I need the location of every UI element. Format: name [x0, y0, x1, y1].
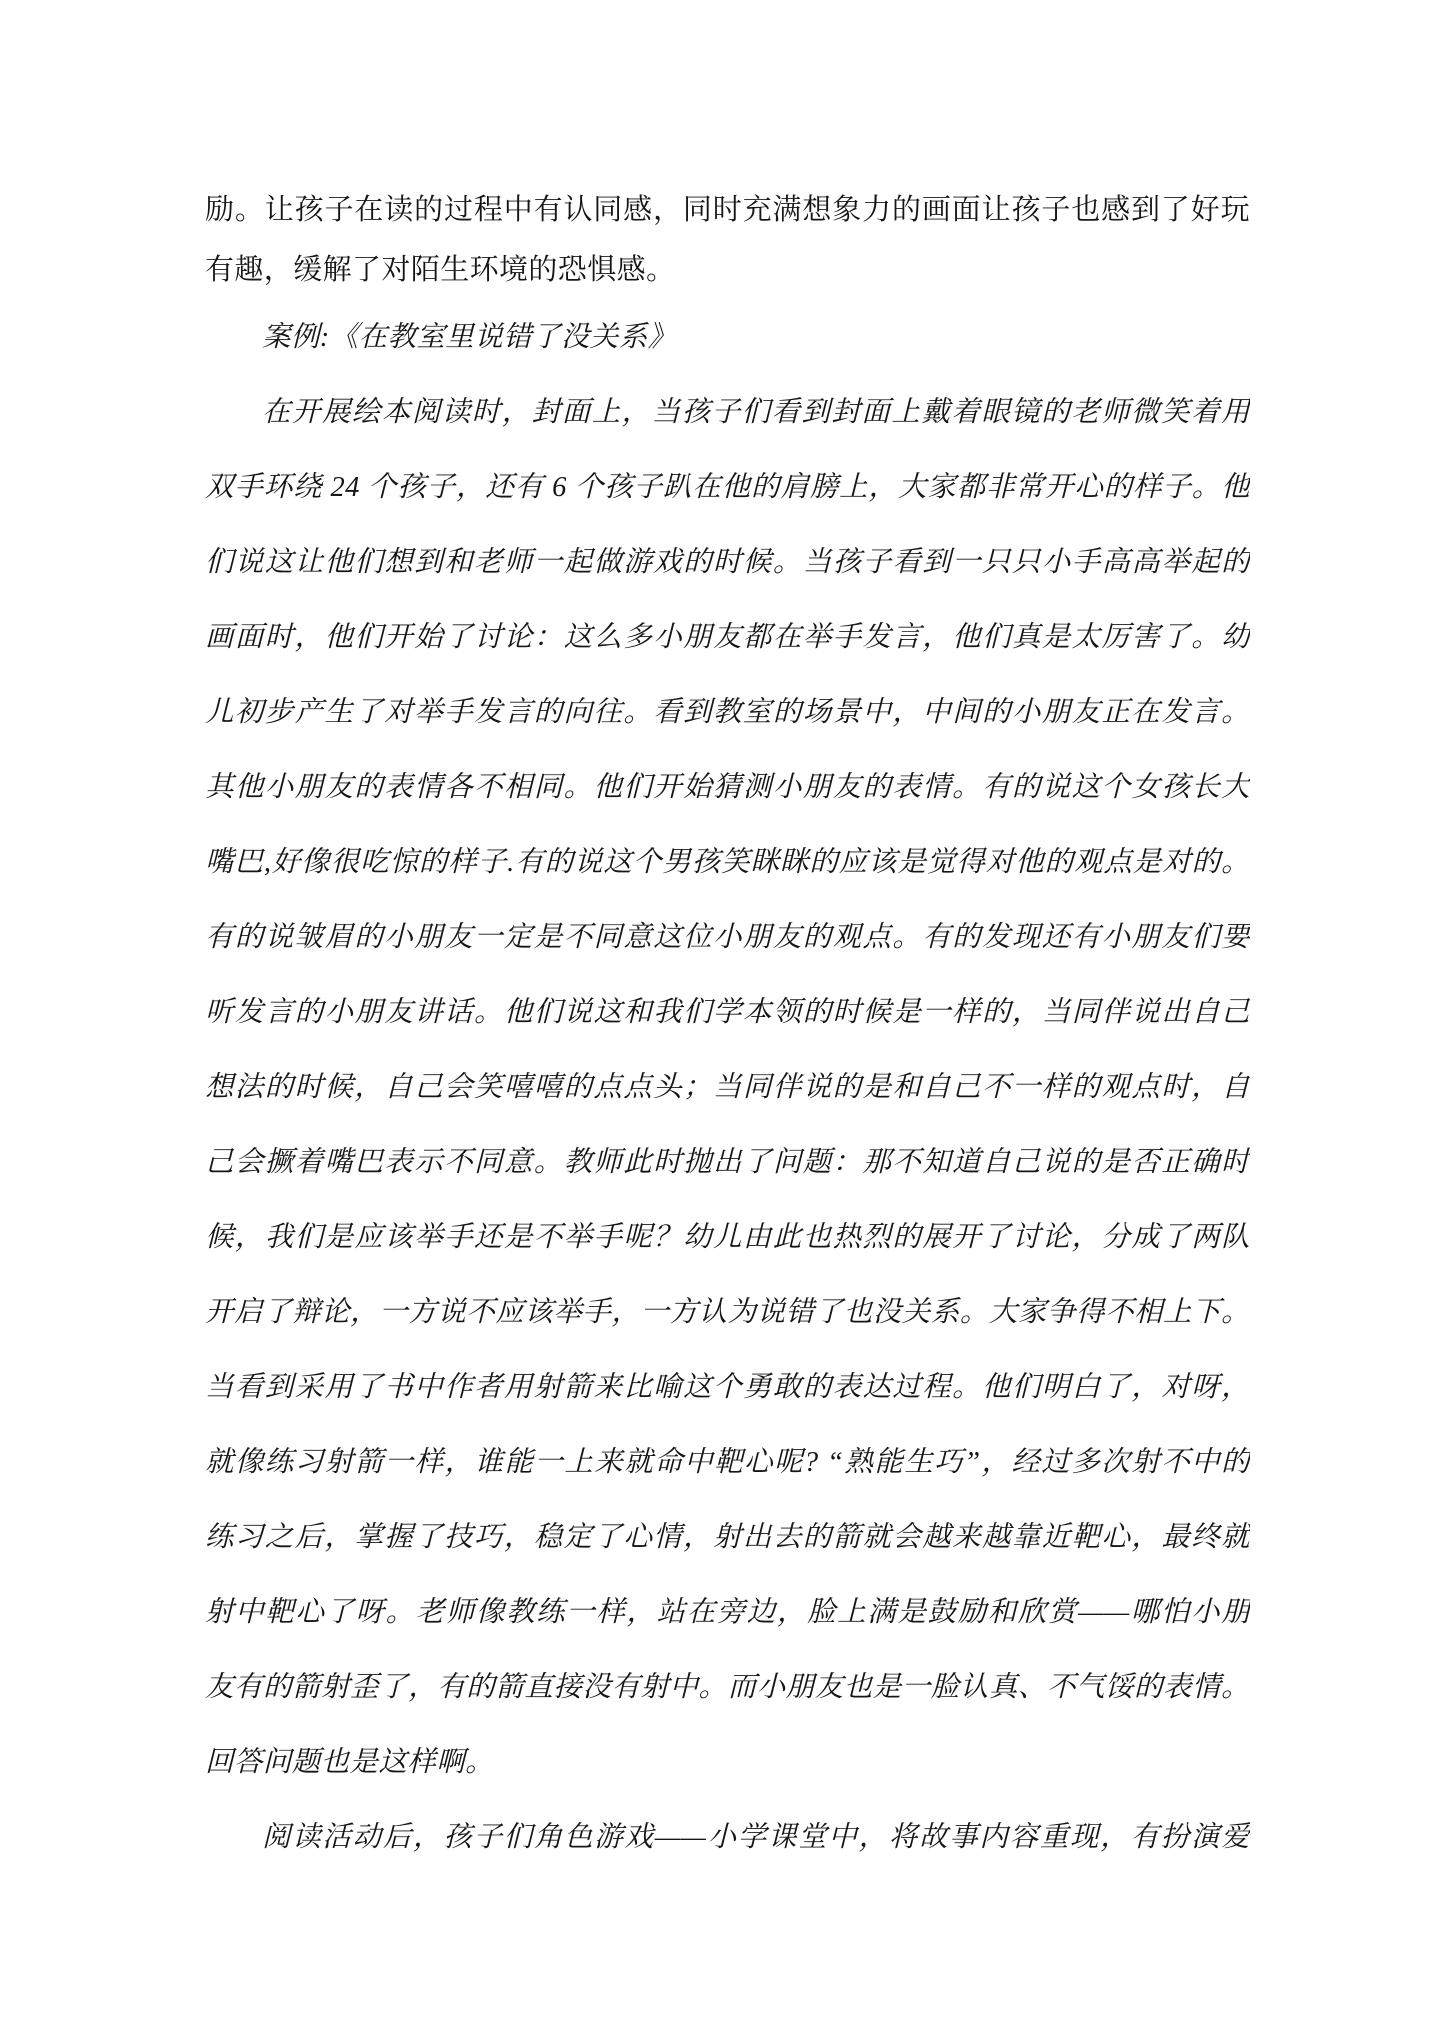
text-line: 射中靶心了呀。老师像教练一样，站在旁边，脸上满是鼓励和欣赏——哪怕小朋: [205, 1597, 1250, 1628]
text-line: 励。让孩子在读的过程中有认同感，同时充满想象力的画面让孩子也感到了好玩: [205, 194, 1250, 226]
text-line: 想法的时候，自己会笑嘻嘻的点点头；当同伴说的是和自己不一样的观点时，自: [205, 1072, 1250, 1103]
paragraph-intro-continuation: [205, 180, 1250, 300]
text-line: 回答问题也是这样啊。: [205, 1747, 495, 1778]
text-line: 开启了辩论，一方说不应该举手，一方认为说错了也没关系。大家争得不相上下。: [205, 1297, 1250, 1328]
paragraph-case-title: [205, 300, 1250, 375]
text-line: 双手环绕 24 个孩子，还有 6 个孩子趴在他的肩膀上，大家都非常开心的样子。他: [205, 472, 1250, 503]
text-line: 当看到采用了书中作者用射箭来比喻这个勇敢的表达过程。他们明白了，对呀，: [205, 1372, 1250, 1403]
text-line: 画面时，他们开始了讨论：这么多小朋友都在举手发言，他们真是太厉害了。幼: [205, 622, 1250, 653]
paragraph-case-body: [205, 375, 1250, 1800]
text-line: 案例:《在教室里说错了没关系》: [262, 322, 677, 353]
text-line: 们说这让他们想到和老师一起做游戏的时候。当孩子看到一只只小手高高举起的: [205, 547, 1250, 578]
text-line: 有的说皱眉的小朋友一定是不同意这位小朋友的观点。有的发现还有小朋友们要: [205, 922, 1250, 953]
text-line: 阅读活动后，孩子们角色游戏——小学课堂中，将故事内容重现，有扮演爱: [262, 1822, 1250, 1853]
text-line: 有趣，缓解了对陌生环境的恐惧感。: [205, 254, 676, 286]
text-line: 练习之后，掌握了技巧，稳定了心情，射出去的箭就会越来越靠近靶心，最终就: [205, 1522, 1250, 1553]
text-line: 候，我们是应该举手还是不举手呢？幼儿由此也热烈的展开了讨论，分成了两队: [205, 1222, 1250, 1253]
text-line: 儿初步产生了对举手发言的向往。看到教室的场景中，中间的小朋友正在发言。: [205, 697, 1250, 728]
document-text: [205, 0, 1250, 1875]
text-line: 己会撅着嘴巴表示不同意。教师此时抛出了问题：那不知道自己说的是否正确时: [205, 1147, 1250, 1178]
text-line: 听发言的小朋友讲话。他们说这和我们学本领的时候是一样的，当同伴说出自己: [205, 997, 1250, 1028]
paragraph-reading-activity: [205, 1800, 1250, 1875]
text-line: 嘴巴,好像很吃惊的样子.有的说这个男孩笑眯眯的应该是觉得对他的观点是对的。: [205, 847, 1250, 878]
text-line: 在开展绘本阅读时，封面上，当孩子们看到封面上戴着眼镜的老师微笑着用: [262, 397, 1250, 428]
text-line: 其他小朋友的表情各不相同。他们开始猜测小朋友的表情。有的说这个女孩长大: [205, 772, 1250, 803]
text-line: 友有的箭射歪了，有的箭直接没有射中。而小朋友也是一脸认真、不气馁的表情。: [205, 1672, 1250, 1703]
text-line: 就像练习射箭一样，谁能一上来就命中靶心呢? “熟能生巧”，经过多次射不中的: [205, 1447, 1250, 1478]
